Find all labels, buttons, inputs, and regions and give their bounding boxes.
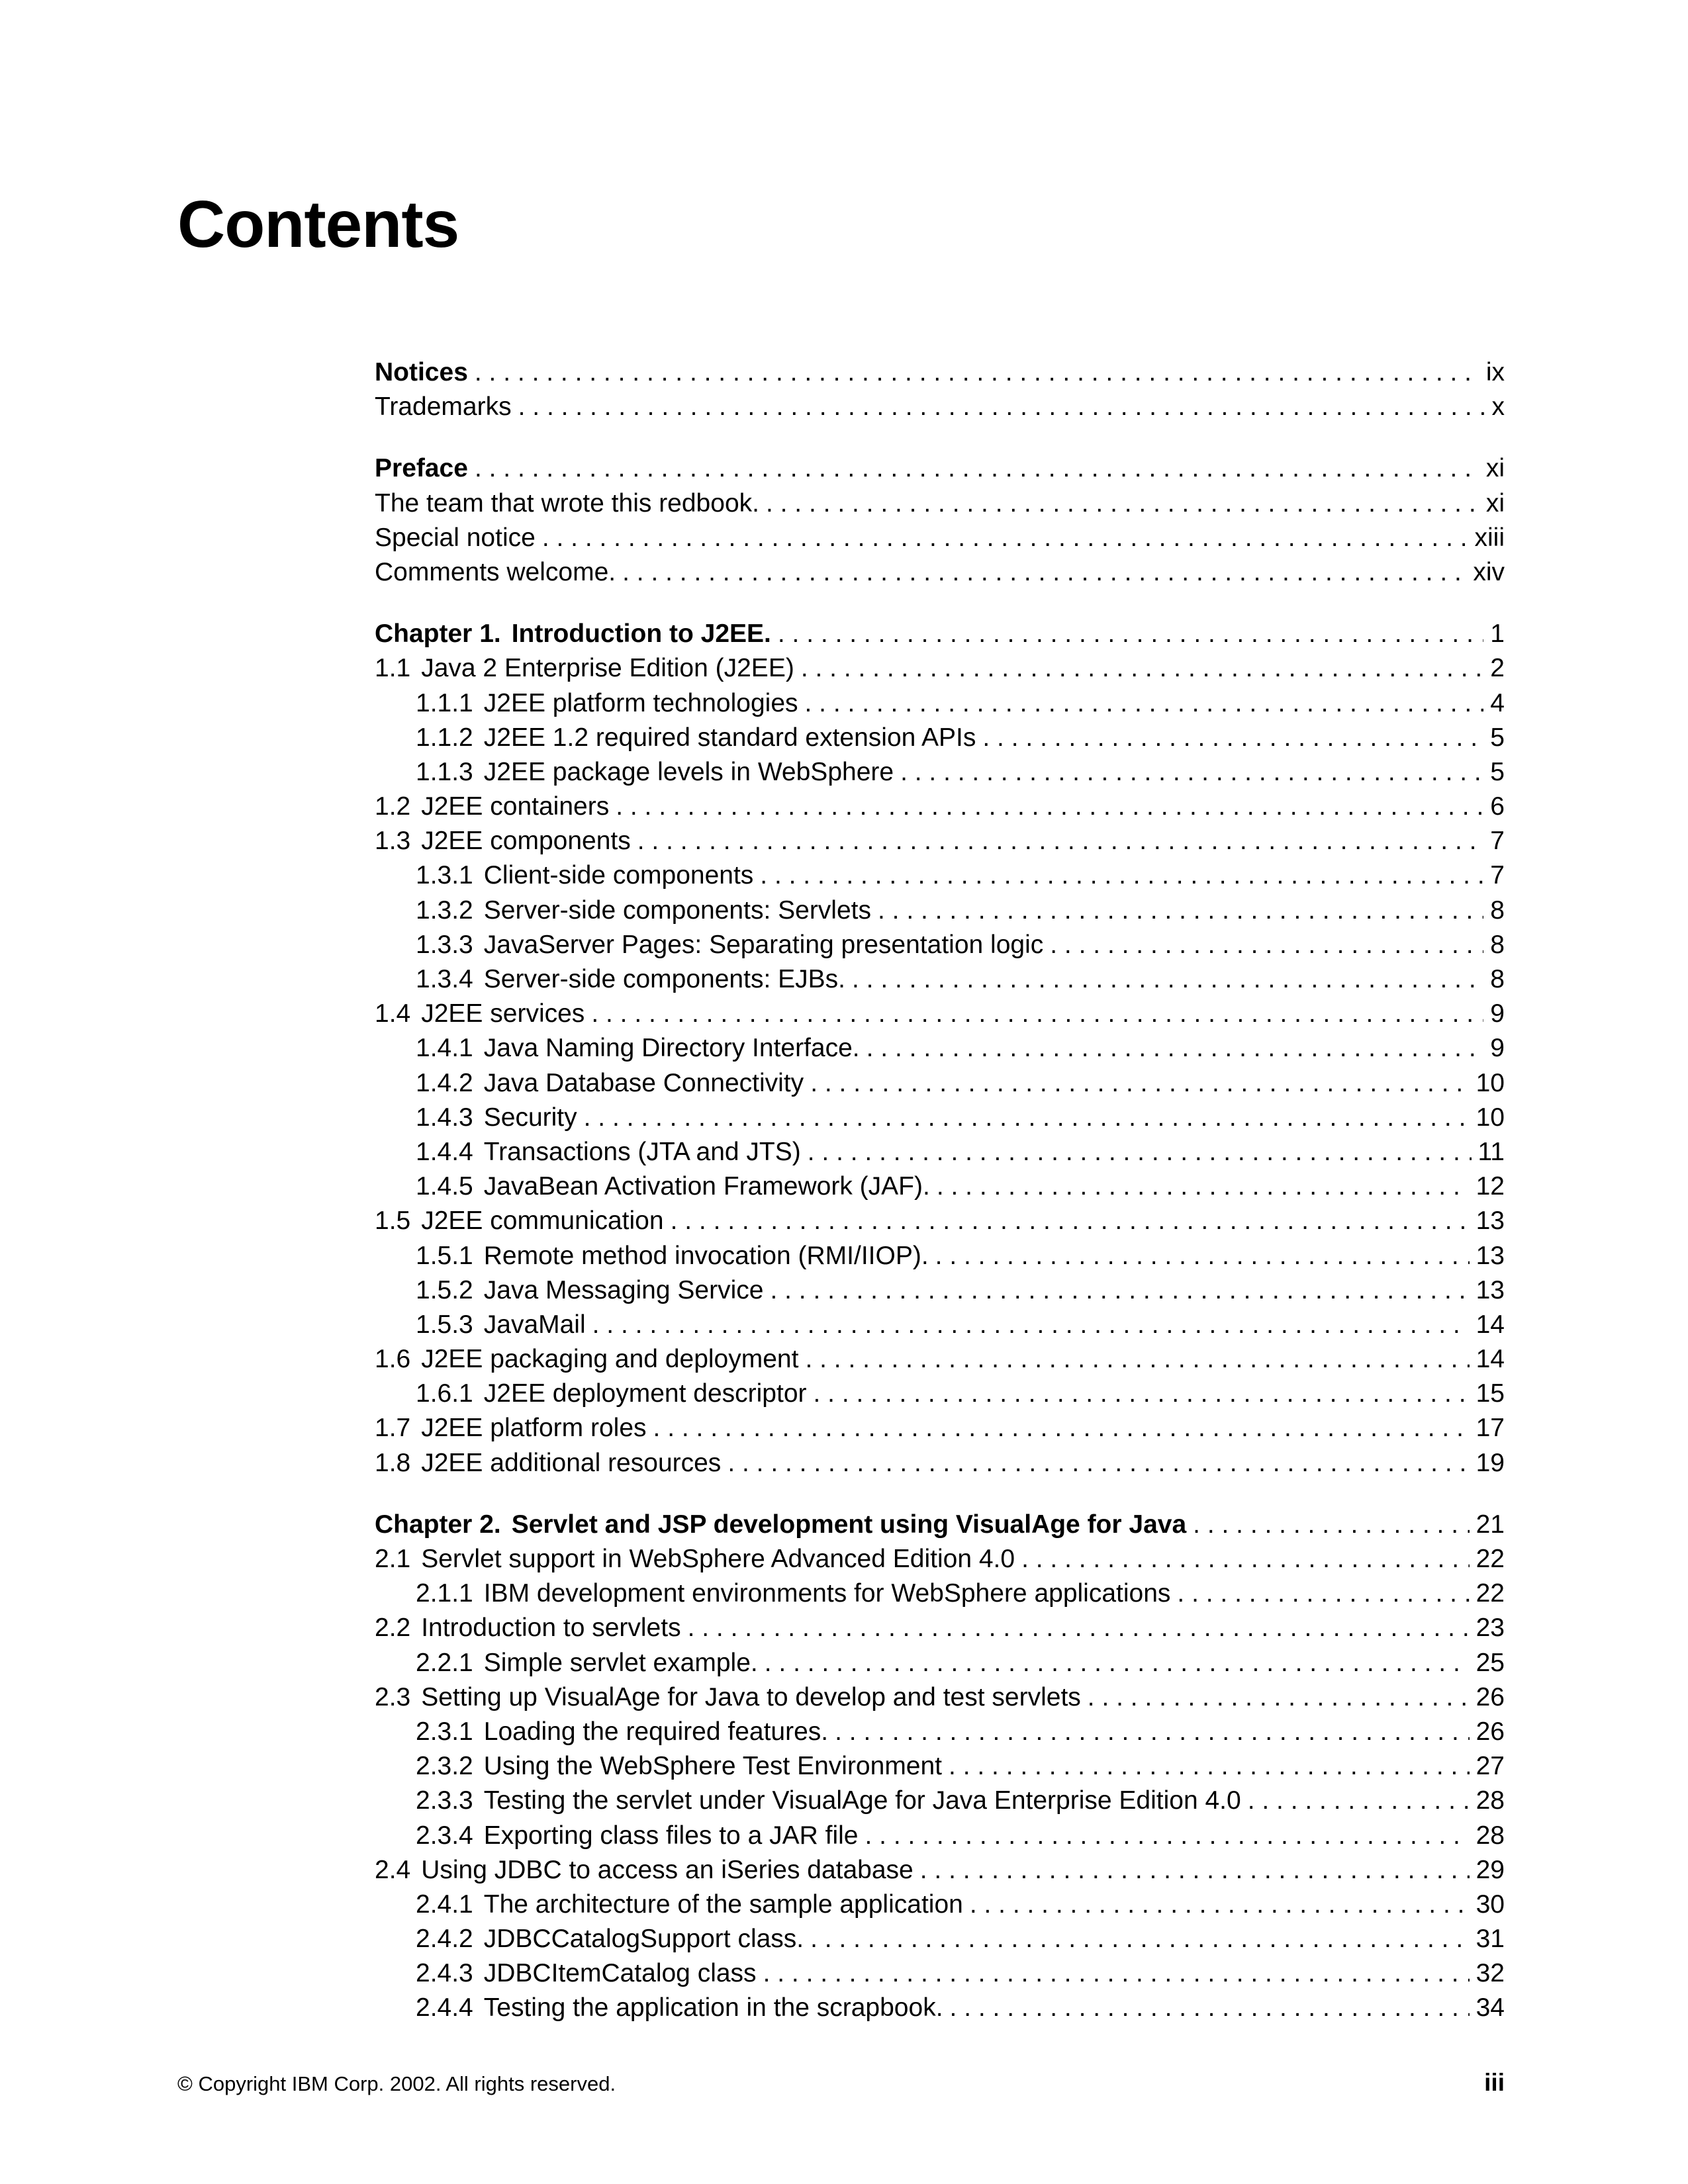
toc-entry-number: 1.5.2 bbox=[416, 1275, 473, 1304]
dot-leader bbox=[808, 1135, 1472, 1169]
toc-entry-title bbox=[416, 1784, 1241, 1818]
toc-entry-title bbox=[416, 1031, 860, 1066]
dot-leader bbox=[778, 617, 1483, 651]
toc-entry-label: J2EE services bbox=[421, 999, 585, 1028]
toc-entry-label: J2EE platform roles bbox=[421, 1414, 647, 1443]
toc-entry[interactable] bbox=[375, 486, 1505, 521]
toc-heading-entry[interactable] bbox=[375, 1508, 1505, 1542]
toc-entry-page: 11 bbox=[1477, 1137, 1505, 1166]
dot-leader bbox=[982, 721, 1483, 755]
toc-entry-number: 1.3 bbox=[375, 827, 411, 856]
dot-leader bbox=[805, 1342, 1469, 1377]
toc-entry[interactable] bbox=[375, 1646, 1505, 1680]
toc-entry-page: 5 bbox=[1490, 723, 1505, 752]
toc-entry-page: 9 bbox=[1490, 999, 1505, 1028]
dot-leader bbox=[475, 355, 1479, 390]
toc-entry-page: xi bbox=[1485, 488, 1505, 518]
toc-entry[interactable] bbox=[375, 1308, 1505, 1342]
dot-leader bbox=[766, 486, 1479, 521]
toc-entry-number: Chapter 1. bbox=[375, 619, 501, 649]
toc-entry[interactable] bbox=[375, 790, 1505, 824]
dot-leader bbox=[920, 1853, 1470, 1888]
toc-entry-title bbox=[375, 486, 759, 521]
toc-entry-title bbox=[375, 390, 512, 424]
toc-entry-page: 12 bbox=[1476, 1172, 1505, 1201]
toc-entry-number: 1.1.3 bbox=[416, 757, 473, 786]
toc-entry-title bbox=[375, 1680, 1081, 1715]
toc-entry-page: 1 bbox=[1490, 619, 1505, 649]
toc-entry[interactable] bbox=[375, 1611, 1505, 1645]
toc-entry-number: Chapter 2. bbox=[375, 1510, 501, 1539]
toc-entry-title bbox=[416, 1956, 757, 1991]
toc-entry[interactable] bbox=[375, 1411, 1505, 1445]
toc-entry-page: 28 bbox=[1476, 1821, 1505, 1850]
toc-entry-label: Using the WebSphere Test Environment bbox=[483, 1752, 943, 1781]
dot-leader bbox=[814, 1377, 1470, 1411]
toc-entry-page: xiv bbox=[1473, 557, 1505, 586]
toc-entry-label: Java 2 Enterprise Edition (J2EE) bbox=[421, 654, 794, 683]
toc-entry[interactable] bbox=[375, 962, 1505, 997]
toc-entry-page: 10 bbox=[1476, 1103, 1505, 1132]
dot-leader bbox=[542, 521, 1468, 555]
toc-entry-number: 1.3.3 bbox=[416, 930, 473, 959]
toc-entry-label: Exporting class files to a JAR file bbox=[483, 1821, 859, 1850]
toc-entry-page: 14 bbox=[1476, 1345, 1505, 1374]
toc-entry-label: Server-side components: EJBs. bbox=[483, 965, 845, 993]
toc-entry-page: 22 bbox=[1476, 1545, 1505, 1573]
toc-entry-label: Introduction to J2EE. bbox=[511, 619, 771, 649]
toc-entry-title bbox=[375, 1508, 1186, 1542]
toc-entry-number: 1.4.2 bbox=[416, 1068, 473, 1097]
dot-leader bbox=[727, 1446, 1469, 1480]
toc-entry-page: 31 bbox=[1476, 1925, 1505, 1954]
toc-entry-page: 30 bbox=[1476, 1889, 1505, 1919]
dot-leader bbox=[878, 893, 1483, 928]
toc-entry-page: 27 bbox=[1476, 1752, 1505, 1781]
toc-entry-title bbox=[416, 1922, 804, 1956]
toc-entry[interactable] bbox=[375, 1956, 1505, 1991]
toc-entry[interactable] bbox=[375, 1066, 1505, 1101]
toc-entry[interactable] bbox=[375, 1031, 1505, 1066]
toc-entry-label: Simple servlet example. bbox=[483, 1648, 758, 1677]
dot-leader bbox=[518, 390, 1485, 424]
toc-entry[interactable] bbox=[375, 1922, 1505, 1956]
toc-entry-label: JavaMail bbox=[483, 1310, 586, 1339]
toc-entry-label: Server-side components: Servlets bbox=[483, 895, 871, 925]
toc-entry-number: 2.3.1 bbox=[416, 1717, 473, 1746]
copyright-notice: © Copyright IBM Corp. 2002. All rights reserved. bbox=[177, 2072, 616, 2095]
toc-entry-page: 19 bbox=[1476, 1448, 1505, 1477]
toc-entry-label: JavaBean Activation Framework (JAF). bbox=[483, 1172, 930, 1201]
toc-entry-page: 6 bbox=[1490, 792, 1505, 821]
toc-entry[interactable] bbox=[375, 1273, 1505, 1308]
dot-leader bbox=[1193, 1508, 1469, 1542]
toc-entry-page: 7 bbox=[1490, 827, 1505, 856]
toc-entry-label: JDBCItemCatalog class bbox=[483, 1959, 757, 1988]
toc-entry-number: 2.3.2 bbox=[416, 1752, 473, 1781]
dot-leader bbox=[592, 1308, 1470, 1342]
toc-entry-title bbox=[416, 1749, 942, 1784]
toc-entry-label: Java Naming Directory Interface. bbox=[483, 1034, 860, 1063]
dot-leader bbox=[763, 1956, 1470, 1991]
toc-entry-number: 2.1 bbox=[375, 1545, 411, 1573]
toc-entry-number: 1.1.1 bbox=[416, 688, 473, 717]
toc-entry-title bbox=[416, 858, 753, 893]
toc-entry-page: 2 bbox=[1490, 654, 1505, 683]
toc-entry-page: 17 bbox=[1476, 1414, 1505, 1443]
dot-leader bbox=[760, 858, 1483, 893]
toc-entry-number: 1.1.2 bbox=[416, 723, 473, 752]
toc-entry-number: 1.2 bbox=[375, 792, 411, 821]
toc-entry-title bbox=[416, 686, 798, 721]
toc-entry-label: J2EE deployment descriptor bbox=[483, 1379, 807, 1408]
dot-leader bbox=[653, 1411, 1470, 1445]
toc-entry[interactable] bbox=[375, 1169, 1505, 1204]
toc-entry-page: 4 bbox=[1490, 688, 1505, 717]
toc-entry-title bbox=[375, 355, 468, 390]
toc-entry-label: Trademarks bbox=[375, 392, 512, 422]
toc-entry-page: 25 bbox=[1476, 1648, 1505, 1677]
toc-entry-number: 1.7 bbox=[375, 1414, 411, 1443]
toc-entry-label: J2EE 1.2 required standard extension APIs bbox=[483, 723, 976, 752]
toc-entry-label: Servlet and JSP development using VisualAge for Java bbox=[511, 1510, 1187, 1539]
toc-entry-label: Client-side components bbox=[483, 861, 754, 890]
toc-entry[interactable] bbox=[375, 1342, 1505, 1377]
toc-group bbox=[375, 1508, 1505, 2026]
toc-entry-title bbox=[375, 790, 609, 824]
dot-leader bbox=[1088, 1680, 1470, 1715]
toc-heading-entry[interactable] bbox=[375, 451, 1505, 486]
toc-entry[interactable] bbox=[375, 1819, 1505, 1853]
toc-entry-number: 2.1.1 bbox=[416, 1579, 473, 1608]
toc-entry[interactable] bbox=[375, 1576, 1505, 1611]
toc-entry-number: 1.8 bbox=[375, 1448, 411, 1477]
toc-entry[interactable] bbox=[375, 1784, 1505, 1818]
toc-entry-title bbox=[375, 1853, 914, 1888]
toc-entry-title bbox=[416, 928, 1043, 962]
toc-entry[interactable] bbox=[375, 390, 1505, 424]
toc-entry-number: 2.2 bbox=[375, 1614, 411, 1643]
toc-entry-number: 1.1 bbox=[375, 654, 411, 683]
dot-leader bbox=[622, 555, 1466, 590]
toc-entry-number: 1.3.1 bbox=[416, 861, 473, 890]
toc-entry[interactable] bbox=[375, 1446, 1505, 1480]
toc-entry-page: 15 bbox=[1476, 1379, 1505, 1408]
toc-entry-title bbox=[416, 1377, 807, 1411]
toc-entry-title bbox=[416, 1888, 963, 1922]
toc-entry-page: xiii bbox=[1474, 523, 1505, 552]
dot-leader bbox=[1248, 1784, 1470, 1818]
toc-entry-page: 22 bbox=[1476, 1579, 1505, 1608]
toc-entry-title bbox=[375, 997, 585, 1031]
toc-entry[interactable] bbox=[375, 1101, 1505, 1135]
toc-entry-title bbox=[416, 1169, 930, 1204]
toc-entry-number: 1.5.1 bbox=[416, 1241, 473, 1270]
toc-entry-title bbox=[416, 1715, 828, 1749]
toc-entry-number: 2.4.1 bbox=[416, 1889, 473, 1919]
dot-leader bbox=[970, 1888, 1470, 1922]
toc-entry-number: 1.3.4 bbox=[416, 965, 473, 993]
toc-entry-page: 26 bbox=[1476, 1682, 1505, 1711]
toc-entry[interactable] bbox=[375, 1749, 1505, 1784]
toc-entry-label: Introduction to servlets bbox=[421, 1614, 681, 1643]
toc-entry-number: 1.4 bbox=[375, 999, 411, 1028]
toc-entry-number: 1.4.3 bbox=[416, 1103, 473, 1132]
toc-entry[interactable] bbox=[375, 721, 1505, 755]
toc-entry-title bbox=[375, 1542, 1015, 1576]
toc-entry-title bbox=[416, 1646, 758, 1680]
toc-entry-number: 1.5 bbox=[375, 1206, 411, 1236]
toc-entry-number: 1.4.5 bbox=[416, 1172, 473, 1201]
dot-leader bbox=[688, 1611, 1470, 1645]
toc-entry-title bbox=[416, 755, 894, 790]
toc-entry-number: 2.3 bbox=[375, 1682, 411, 1711]
toc-entry-title bbox=[416, 1819, 858, 1853]
toc-entry-label: Loading the required features. bbox=[483, 1717, 829, 1746]
toc-entry-title bbox=[416, 721, 976, 755]
toc-entry-number: 1.6 bbox=[375, 1345, 411, 1374]
toc-entry-page: 14 bbox=[1476, 1310, 1505, 1339]
toc-entry-number: 1.4.1 bbox=[416, 1034, 473, 1063]
toc-entry-page: ix bbox=[1485, 358, 1505, 387]
toc-entry[interactable] bbox=[375, 1135, 1505, 1169]
toc-entry-page: 9 bbox=[1490, 1034, 1505, 1063]
toc-entry-page: 13 bbox=[1476, 1206, 1505, 1236]
toc-entry-number: 1.6.1 bbox=[416, 1379, 473, 1408]
toc-entry-title bbox=[416, 893, 871, 928]
dot-leader bbox=[865, 1819, 1469, 1853]
toc-entry-page: 29 bbox=[1476, 1855, 1505, 1884]
toc-entry-label: IBM development environments for WebSphere applications bbox=[483, 1579, 1171, 1608]
toc-entry-title bbox=[375, 824, 631, 858]
toc-entry-page: 28 bbox=[1476, 1786, 1505, 1815]
toc-entry-label: Java Database Connectivity bbox=[483, 1068, 804, 1097]
dot-leader bbox=[835, 1715, 1469, 1749]
dot-leader bbox=[616, 790, 1483, 824]
dot-leader bbox=[770, 1273, 1469, 1308]
toc-entry-label: JavaServer Pages: Separating presentation logic bbox=[483, 930, 1044, 959]
dot-leader bbox=[1021, 1542, 1470, 1576]
toc-entry-label: The architecture of the sample application bbox=[483, 1889, 963, 1919]
toc-entry-page: 8 bbox=[1490, 895, 1505, 925]
toc-entry-number: 2.4.4 bbox=[416, 1993, 473, 2023]
toc-entry-label: Remote method invocation (RMI/IIOP). bbox=[483, 1241, 929, 1270]
toc-entry-title bbox=[375, 451, 468, 486]
toc-entry-page: 26 bbox=[1476, 1717, 1505, 1746]
toc-entry[interactable] bbox=[375, 521, 1505, 555]
toc-entry-page: x bbox=[1491, 392, 1505, 422]
toc-entry-title bbox=[375, 1204, 664, 1238]
toc-entry-title bbox=[375, 1446, 721, 1480]
toc-entry[interactable] bbox=[375, 755, 1505, 790]
toc-entry-number: 2.3.3 bbox=[416, 1786, 473, 1815]
toc-entry[interactable] bbox=[375, 1239, 1505, 1273]
toc-entry-title bbox=[375, 617, 771, 651]
toc-entry-label: The team that wrote this redbook. bbox=[375, 488, 759, 518]
dot-leader bbox=[935, 1239, 1470, 1273]
toc-entry-number: 1.3.2 bbox=[416, 895, 473, 925]
dot-leader bbox=[805, 686, 1484, 721]
toc-entry-page: 7 bbox=[1490, 861, 1505, 890]
dot-leader bbox=[1050, 928, 1483, 962]
toc-entry[interactable] bbox=[375, 1377, 1505, 1411]
toc-entry[interactable] bbox=[375, 1715, 1505, 1749]
toc-entry-page: 34 bbox=[1476, 1993, 1505, 2023]
toc-entry-label: Notices bbox=[375, 358, 468, 387]
toc-group bbox=[375, 451, 1505, 590]
toc-entry[interactable] bbox=[375, 651, 1505, 686]
toc-entry-page: 13 bbox=[1476, 1241, 1505, 1270]
toc-entry-page: 5 bbox=[1490, 757, 1505, 786]
table-of-contents bbox=[375, 355, 1505, 2053]
toc-entry-label: Java Messaging Service bbox=[483, 1275, 764, 1304]
dot-leader bbox=[810, 1066, 1469, 1101]
toc-entry[interactable] bbox=[375, 1888, 1505, 1922]
dot-leader bbox=[1177, 1576, 1469, 1611]
toc-entry[interactable] bbox=[375, 928, 1505, 962]
toc-entry-label: Testing the servlet under VisualAge for Java Enterprise Edition 4.0 bbox=[483, 1786, 1241, 1815]
toc-entry-title bbox=[416, 1101, 577, 1135]
toc-entry-title bbox=[375, 555, 616, 590]
toc-entry-title bbox=[416, 1273, 763, 1308]
toc-entry-title bbox=[375, 651, 794, 686]
dot-leader bbox=[852, 962, 1483, 997]
toc-entry-page: 23 bbox=[1476, 1614, 1505, 1643]
toc-entry-label: J2EE platform technologies bbox=[483, 688, 798, 717]
toc-entry-number: 1.5.3 bbox=[416, 1310, 473, 1339]
toc-entry-number: 2.4 bbox=[375, 1855, 411, 1884]
toc-entry-label: Testing the application in the scrapbook. bbox=[483, 1993, 943, 2023]
toc-entry-label: Servlet support in WebSphere Advanced Edition 4.0 bbox=[421, 1545, 1015, 1573]
page-number: iii bbox=[1484, 2069, 1505, 2096]
toc-entry[interactable] bbox=[375, 1991, 1505, 2025]
dot-leader bbox=[937, 1169, 1470, 1204]
dot-leader bbox=[475, 451, 1479, 486]
toc-heading-entry[interactable] bbox=[375, 617, 1505, 651]
toc-entry-page: xi bbox=[1485, 454, 1505, 483]
toc-entry-label: Comments welcome. bbox=[375, 557, 616, 586]
toc-entry-title bbox=[416, 1991, 943, 2025]
toc-entry-number: 2.4.2 bbox=[416, 1925, 473, 1954]
toc-entry-label: J2EE components bbox=[421, 827, 631, 856]
dot-leader bbox=[801, 651, 1483, 686]
dot-leader bbox=[584, 1101, 1470, 1135]
toc-entry[interactable] bbox=[375, 1853, 1505, 1888]
toc-entry-page: 13 bbox=[1476, 1275, 1505, 1304]
toc-entry-label: J2EE packaging and deployment bbox=[421, 1345, 799, 1374]
toc-entry-label: J2EE containers bbox=[421, 792, 610, 821]
toc-group bbox=[375, 355, 1505, 424]
toc-entry-title bbox=[416, 1576, 1170, 1611]
toc-entry-label: J2EE communication bbox=[421, 1206, 664, 1236]
toc-entry[interactable] bbox=[375, 555, 1505, 590]
toc-entry[interactable] bbox=[375, 1680, 1505, 1715]
toc-entry-label: Transactions (JTA and JTS) bbox=[483, 1137, 801, 1166]
toc-entry-label: Security bbox=[483, 1103, 577, 1132]
toc-entry-title bbox=[375, 1411, 647, 1445]
toc-entry-title bbox=[416, 1066, 804, 1101]
dot-leader bbox=[810, 1922, 1469, 1956]
toc-entry-page: 8 bbox=[1490, 965, 1505, 993]
toc-entry-label: Using JDBC to access an iSeries database bbox=[421, 1855, 914, 1884]
toc-entry-page: 32 bbox=[1476, 1959, 1505, 1988]
dot-leader bbox=[671, 1204, 1470, 1238]
toc-entry-title bbox=[375, 1342, 798, 1377]
toc-entry-number: 2.4.3 bbox=[416, 1959, 473, 1988]
dot-leader bbox=[949, 1749, 1470, 1784]
toc-entry-label: Special notice bbox=[375, 523, 536, 552]
toc-entry[interactable] bbox=[375, 824, 1505, 858]
toc-entry[interactable] bbox=[375, 1204, 1505, 1238]
toc-entry-title bbox=[375, 521, 536, 555]
toc-entry[interactable] bbox=[375, 893, 1505, 928]
dot-leader bbox=[900, 755, 1483, 790]
toc-entry[interactable] bbox=[375, 686, 1505, 721]
toc-entry-title bbox=[416, 1135, 801, 1169]
toc-entry-label: Setting up VisualAge for Java to develop and test servlets bbox=[421, 1682, 1081, 1711]
toc-entry-page: 8 bbox=[1490, 930, 1505, 959]
toc-entry-page: 10 bbox=[1476, 1068, 1505, 1097]
page-title: Contents bbox=[177, 187, 459, 261]
toc-entry-page: 21 bbox=[1476, 1510, 1505, 1539]
toc-entry-label: J2EE additional resources bbox=[421, 1448, 722, 1477]
toc-entry-number: 2.2.1 bbox=[416, 1648, 473, 1677]
toc-entry-number: 1.4.4 bbox=[416, 1137, 473, 1166]
dot-leader bbox=[950, 1991, 1470, 2025]
toc-entry-title bbox=[416, 1239, 929, 1273]
toc-entry[interactable] bbox=[375, 858, 1505, 893]
toc-entry-number: 2.3.4 bbox=[416, 1821, 473, 1850]
toc-entry-title bbox=[416, 1308, 586, 1342]
toc-entry[interactable] bbox=[375, 1542, 1505, 1576]
toc-entry-title bbox=[416, 962, 845, 997]
dot-leader bbox=[765, 1646, 1470, 1680]
toc-entry-label: JDBCCatalogSupport class. bbox=[483, 1925, 804, 1954]
toc-entry[interactable] bbox=[375, 997, 1505, 1031]
toc-entry-label: Preface bbox=[375, 454, 468, 483]
dot-leader bbox=[591, 997, 1483, 1031]
toc-entry-label: J2EE package levels in WebSphere bbox=[483, 757, 894, 786]
dot-leader bbox=[637, 824, 1484, 858]
toc-heading-entry[interactable] bbox=[375, 355, 1505, 390]
toc-group bbox=[375, 617, 1505, 1480]
dot-leader bbox=[867, 1031, 1484, 1066]
toc-entry-title bbox=[375, 1611, 681, 1645]
